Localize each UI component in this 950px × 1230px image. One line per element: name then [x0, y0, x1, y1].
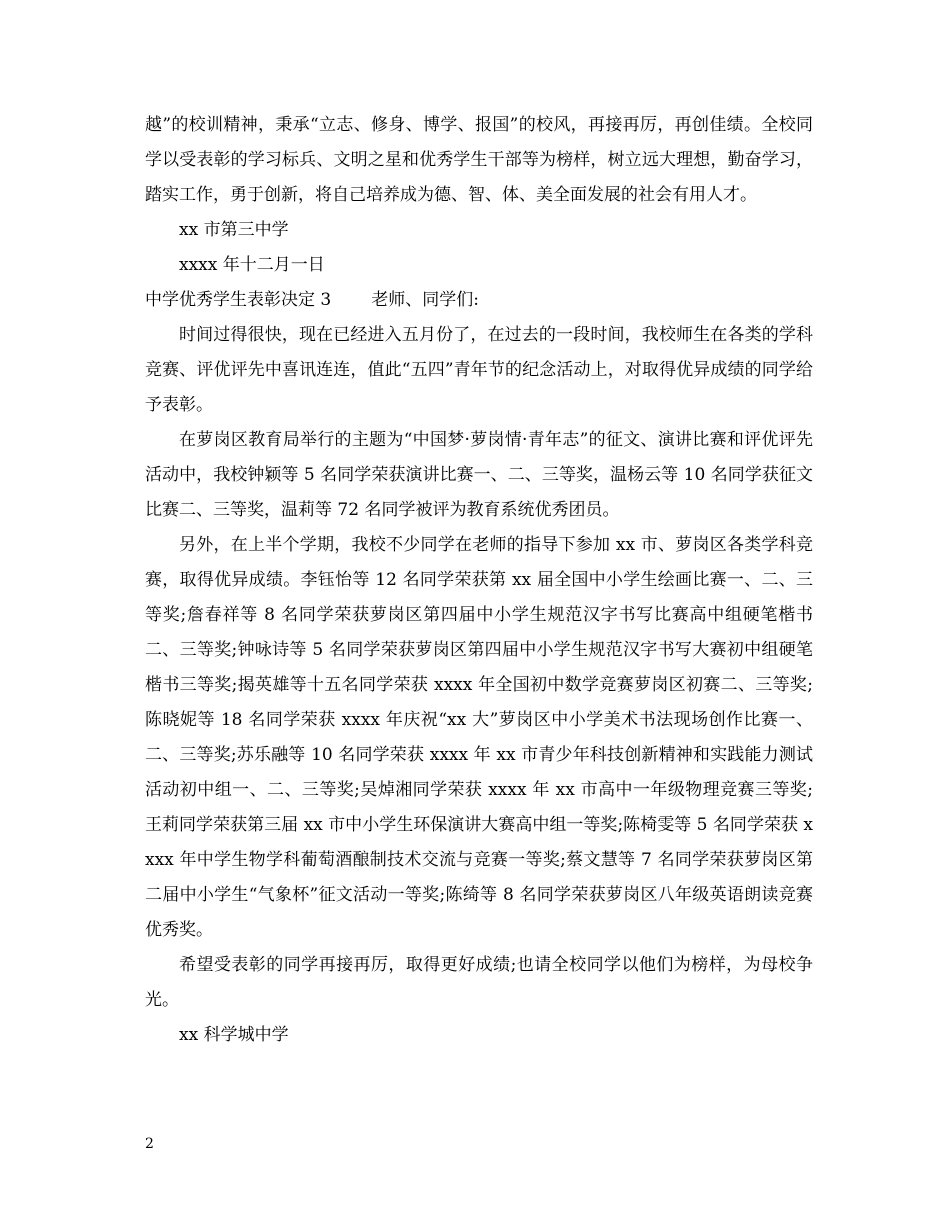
signature-organization-2: xx 科学城中学 — [179, 1025, 289, 1045]
section-heading-line — [145, 283, 813, 318]
paragraph-district-awards: 在萝岗区教育局举行的主题为“中国梦·萝岗情·青年志”的征文、演讲比赛和评优评先活动中，我校钟颖等 5 名同学荣获演讲比赛一、二、三等奖，温杨云等 10 名同学获征文比赛二、三等奖，温莉等 72 名同学被评为教育系统优秀团员。 — [145, 430, 813, 520]
section-title: 中学优秀学生表彰决定 3 — [145, 290, 332, 310]
signature-date: xxxx 年十二月一日 — [179, 255, 325, 275]
signature-organization: xx 市第三中学 — [179, 220, 289, 240]
paragraph-closing: 希望受表彰的同学再接再厉，取得更好成绩;也请全校同学以他们为榜样，为母校争光。 — [145, 955, 813, 1010]
document-body — [145, 108, 813, 1053]
paragraph-competition-awards: 另外，在上半个学期，我校不少同学在老师的指导下参加 xx 市、萝岗区各类学科竞赛，取得优异成绩。李钰怡等 12 名同学荣获第 xx 届全国中小学生绘画比赛一、二、三等奖;詹春祥等 8 名同学荣获萝岗区第四届中小学生规范汉字书写比赛高中组硬笔楷书二、三等奖;钟咏诗等 5 名同学荣获萝岗区第四届中小学生规范汉字书写大赛初中组硬笔楷书三等奖;揭英雄等十五名同学荣获 xxxx 年全国初中数学竞赛萝岗区初赛二、三等奖;陈晓妮等 18 名同学荣获 xxxx 年庆祝“xx 大”萝岗区中小学美术书法现场创作比赛一、二、三等奖;苏乐融等 10 名同学荣获 xxxx 年 xx 市青少年科技创新精神和实践能力测试活动初中组一、二、三等奖;吴焯湘同学荣获 xxxx 年 xx 市高中一年级物理竞赛三等奖;王莉同学荣获第三届 xx 市中小学生环保演讲大赛高中组一等奖;陈椅雯等 5 名同学荣获 xxxx 年中学生物学科葡萄酒酿制技术交流与竞赛一等奖;蔡文慧等 7 名同学荣获萝岗区第二届中小学生“气象杯”征文活动一等奖;陈绮等 8 名同学荣获萝岗区八年级英语朗读竞赛优秀奖。 — [145, 535, 813, 940]
paragraph-intro: 时间过得很快，现在已经进入五月份了，在过去的一段时间，我校师生在各类的学科竞赛、评优评先中喜讯连连，值此“五四”青年节的纪念活动上，对取得优异成绩的同学给予表彰。 — [145, 325, 813, 415]
page-number: 2 — [145, 1136, 154, 1152]
paragraph-school-motto: 越”的校训精神，秉承“立志、修身、博学、报国”的校风，再接再厉，再创佳绩。全校同学以受表彰的学习标兵、文明之星和优秀学生干部等为榜样，树立远大理想，勤奋学习，踏实工作，勇于创新，将自己培养成为德、智、体、美全面发展的社会有用人才。 — [145, 115, 813, 205]
greeting: 老师、同学们: — [371, 290, 479, 310]
